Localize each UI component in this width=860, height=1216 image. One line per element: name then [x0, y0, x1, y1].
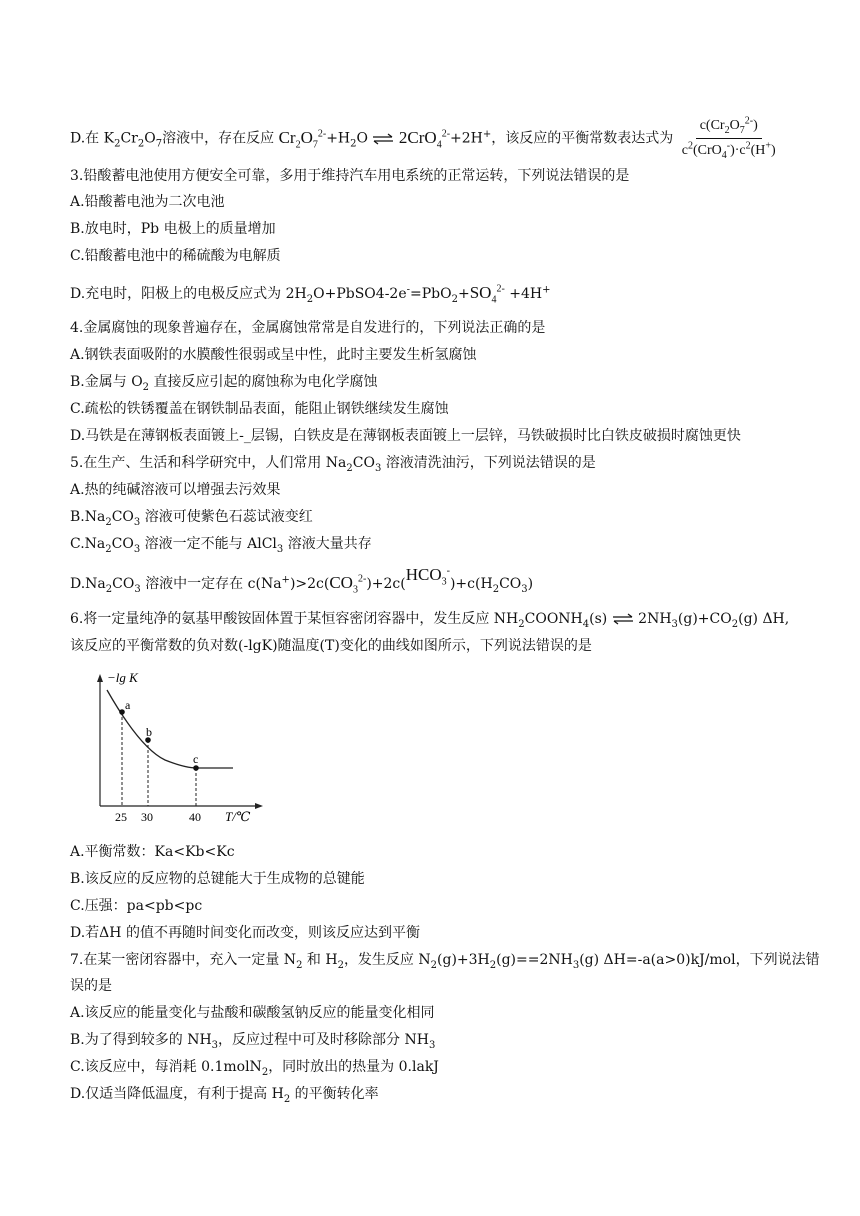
equilibrium-arrow-icon — [612, 613, 634, 625]
x-tick-25: 25 — [115, 810, 127, 824]
q3-option-b: B.放电时，Pb 电极上的质量增加 — [70, 221, 276, 237]
q5-option-a: A.热的纯碱溶液可以增强去污效果 — [70, 482, 281, 498]
y-axis-label: −lg K — [107, 670, 138, 685]
q7-stem-line2: 误的是 — [70, 978, 112, 994]
q4-option-b: B.金属与 $O_2$ 直接反应引起的腐蚀称为电化学腐蚀 — [70, 374, 378, 393]
q5-option-c: $C.Na_2CO_3$ 溶液一定不能与 AlCl$_3$ 溶液大量共存 — [70, 536, 372, 555]
q6-chart — [85, 668, 265, 828]
point-label-a: a — [125, 698, 131, 712]
q7-option-c: C.该反应中，每消耗 0.1molN$_2$，同时放出的热量为 0.lakJ — [70, 1059, 439, 1078]
point-label-b: b — [146, 725, 152, 739]
q7-stem-line1: 7.在某一密闭容器中，充入一定量 $N_2$ 和 $H_2$，发生反应 $N_2(g)+3H_2(g)==2NH_3(g)$ ΔH=-a(a>0)kJ/mol，下列说法错 — [70, 952, 820, 971]
q4-option-d: D.马铁是在薄钢板表面镀上-_层锡，白铁皮是在薄钢板表面镀上一层锌，马铁破损时比白铁皮破损时腐蚀更快 — [70, 428, 741, 444]
y-axis-arrow-icon — [97, 674, 103, 682]
point-label-c: c — [193, 752, 199, 766]
q6-option-d: D.若ΔH 的值不再随时间变化而改变，则该反应达到平衡 — [70, 925, 420, 941]
equilibrium-arrow-icon — [372, 133, 394, 145]
q3-option-c: C.铅酸蓄电池中的稀硫酸为电解质 — [70, 248, 281, 264]
q4-stem: 4.金属腐蚀的现象普遍存在，金属腐蚀常常是自发进行的，下列说法正确的是 — [70, 320, 546, 336]
point-c — [193, 765, 199, 771]
x-tick-40: 40 — [189, 810, 201, 824]
q2-option-d: D.在 $K_2Cr_2O_7$溶液中，存在反应 $Cr_2O_7^{2-}+H_2O$ 2CrO$_4^{2-}$+2H+，该反应的平衡常数表达式为 $\frac{c(Cr_2O_7^{2-})}{c^2(CrO_4^-)\cdot c^2(H^+)}$ — [70, 116, 780, 161]
q6-option-c: C.压强：pa<pb<pc — [70, 898, 203, 914]
q6-stem-line1: 6.将一定量纯净的氨基甲酸铵固体置于某恒容密闭容器中，发生反应 $NH_2COONH_4(s)$ $2NH_3(g)+CO_2(g)$ ΔH, — [70, 611, 790, 630]
q7-option-d: D.仅适当降低温度，有利于提高 $H_2$ 的平衡转化率 — [70, 1086, 379, 1105]
equilibrium-constant-fraction: $\frac{c(Cr_2O_7^{2-})}{c^2(CrO_4^-)\cdot c^2(H^+)}$ — [681, 115, 776, 161]
q5-stem: 5.在生产、生活和科学研究中，人们常用 $Na_2CO_3$ 溶液清洗油污，下列说法错误的是 — [70, 455, 596, 474]
q5-option-b: $B.Na_2CO_3$ 溶液可使紫色石蕊试液变红 — [70, 509, 313, 528]
q7-option-a: A.该反应的能量变化与盐酸和碳酸氢钠反应的能量变化相同 — [70, 1005, 435, 1021]
x-tick-30: 30 — [141, 810, 153, 824]
x-axis-arrow-icon — [255, 803, 263, 809]
point-a — [119, 709, 125, 715]
q3-stem: 3.铅酸蓄电池使用方便安全可靠，多用于维持汽车用电系统的正常运转，下列说法错误的是 — [70, 168, 630, 184]
q3-option-d: D.充电时，阳极上的电极反应式为 $2H_2O+PbSO4-2e^-=PbO_2+SO_4^{2-} +4H^+$ — [70, 283, 551, 306]
q4-option-c: C.疏松的铁锈覆盖在钢铁制品表面，能阻止钢铁继续发生腐蚀 — [70, 401, 449, 417]
q6-stem-line2: 该反应的平衡常数的负对数(-lgK)随温度(T)变化的曲线如图所示，下列说法错误的是 — [70, 638, 592, 654]
q3-option-a: A.铅酸蓄电池为二次电池 — [70, 194, 225, 210]
q6-option-b: B.该反应的反应物的总键能大于生成物的总键能 — [70, 871, 365, 887]
q6-option-a: A.平衡常数：Ka<Kb<Kc — [70, 844, 235, 860]
q5-option-d: $D.Na_2CO_3$ 溶液中一定存在 $c(Na^+)>2c(CO_3^{2-})+2c(HCO_3^-)+c(H_2CO_3)$ — [70, 565, 534, 596]
q7-option-b: B.为了得到较多的 $NH_3$，反应过程中可及时移除部分 $NH_3$ — [70, 1032, 436, 1051]
q4-option-a: A.钢铁表面吸附的水膜酸性很弱或呈中性，此时主要发生析氢腐蚀 — [70, 347, 477, 363]
x-axis-label: T/℃ — [225, 809, 251, 824]
